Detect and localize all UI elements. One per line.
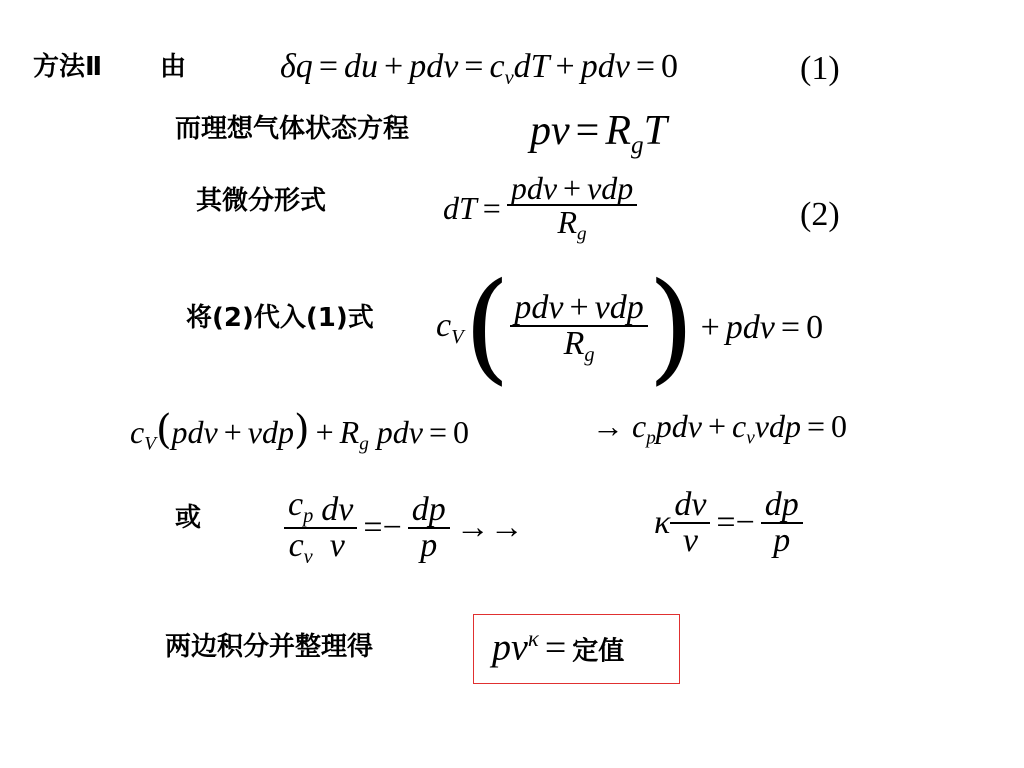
equation-2-number: (2) bbox=[800, 196, 840, 233]
simplified-equation: → $c_ppdv + c_vvdp = 0$ bbox=[592, 408, 848, 449]
result-equation: $pv^\kappa$ = 定值 bbox=[492, 626, 625, 669]
ratio-equation: $\frac{c_p}{c_v}$ $\frac{dv}{v}$ =− $\frac{dp}{p}$ →→ bbox=[284, 488, 524, 567]
expanded-equation: $c_V(pdv + vdp) + R_g$ pdv = 0 bbox=[130, 407, 470, 455]
differential-form-label: 其微分形式 bbox=[196, 186, 327, 216]
ideal-gas-equation: pv = $R_gT$ bbox=[530, 108, 667, 159]
substituted-equation: $c_V$( $\frac{\text{pdv + vdp}}{R_g}$ ) + pdv = 0 bbox=[436, 258, 824, 397]
integrate-label: 两边积分并整理得 bbox=[165, 632, 374, 662]
method-label: 方法Ⅱ bbox=[33, 52, 103, 82]
by-label: 由 bbox=[160, 52, 187, 82]
ideal-gas-label: 而理想气体状态方程 bbox=[175, 114, 410, 144]
substitution-label: 将(2)代入(1)式 bbox=[186, 303, 374, 333]
equation-1-number: (1) bbox=[800, 50, 840, 87]
equation-1: δq = du + pdv = $c_vdT$ + pdv = 0 bbox=[280, 48, 679, 90]
result-value: 定值 bbox=[572, 636, 625, 667]
kappa-equation: κ $\frac{dv}{v}$ =− $\frac{dp}{p}$ bbox=[654, 488, 803, 558]
or-label: 或 bbox=[175, 503, 202, 533]
equation-2: dT = $\frac{\text{pdv + vdp}}{R_g}$ bbox=[443, 172, 637, 244]
